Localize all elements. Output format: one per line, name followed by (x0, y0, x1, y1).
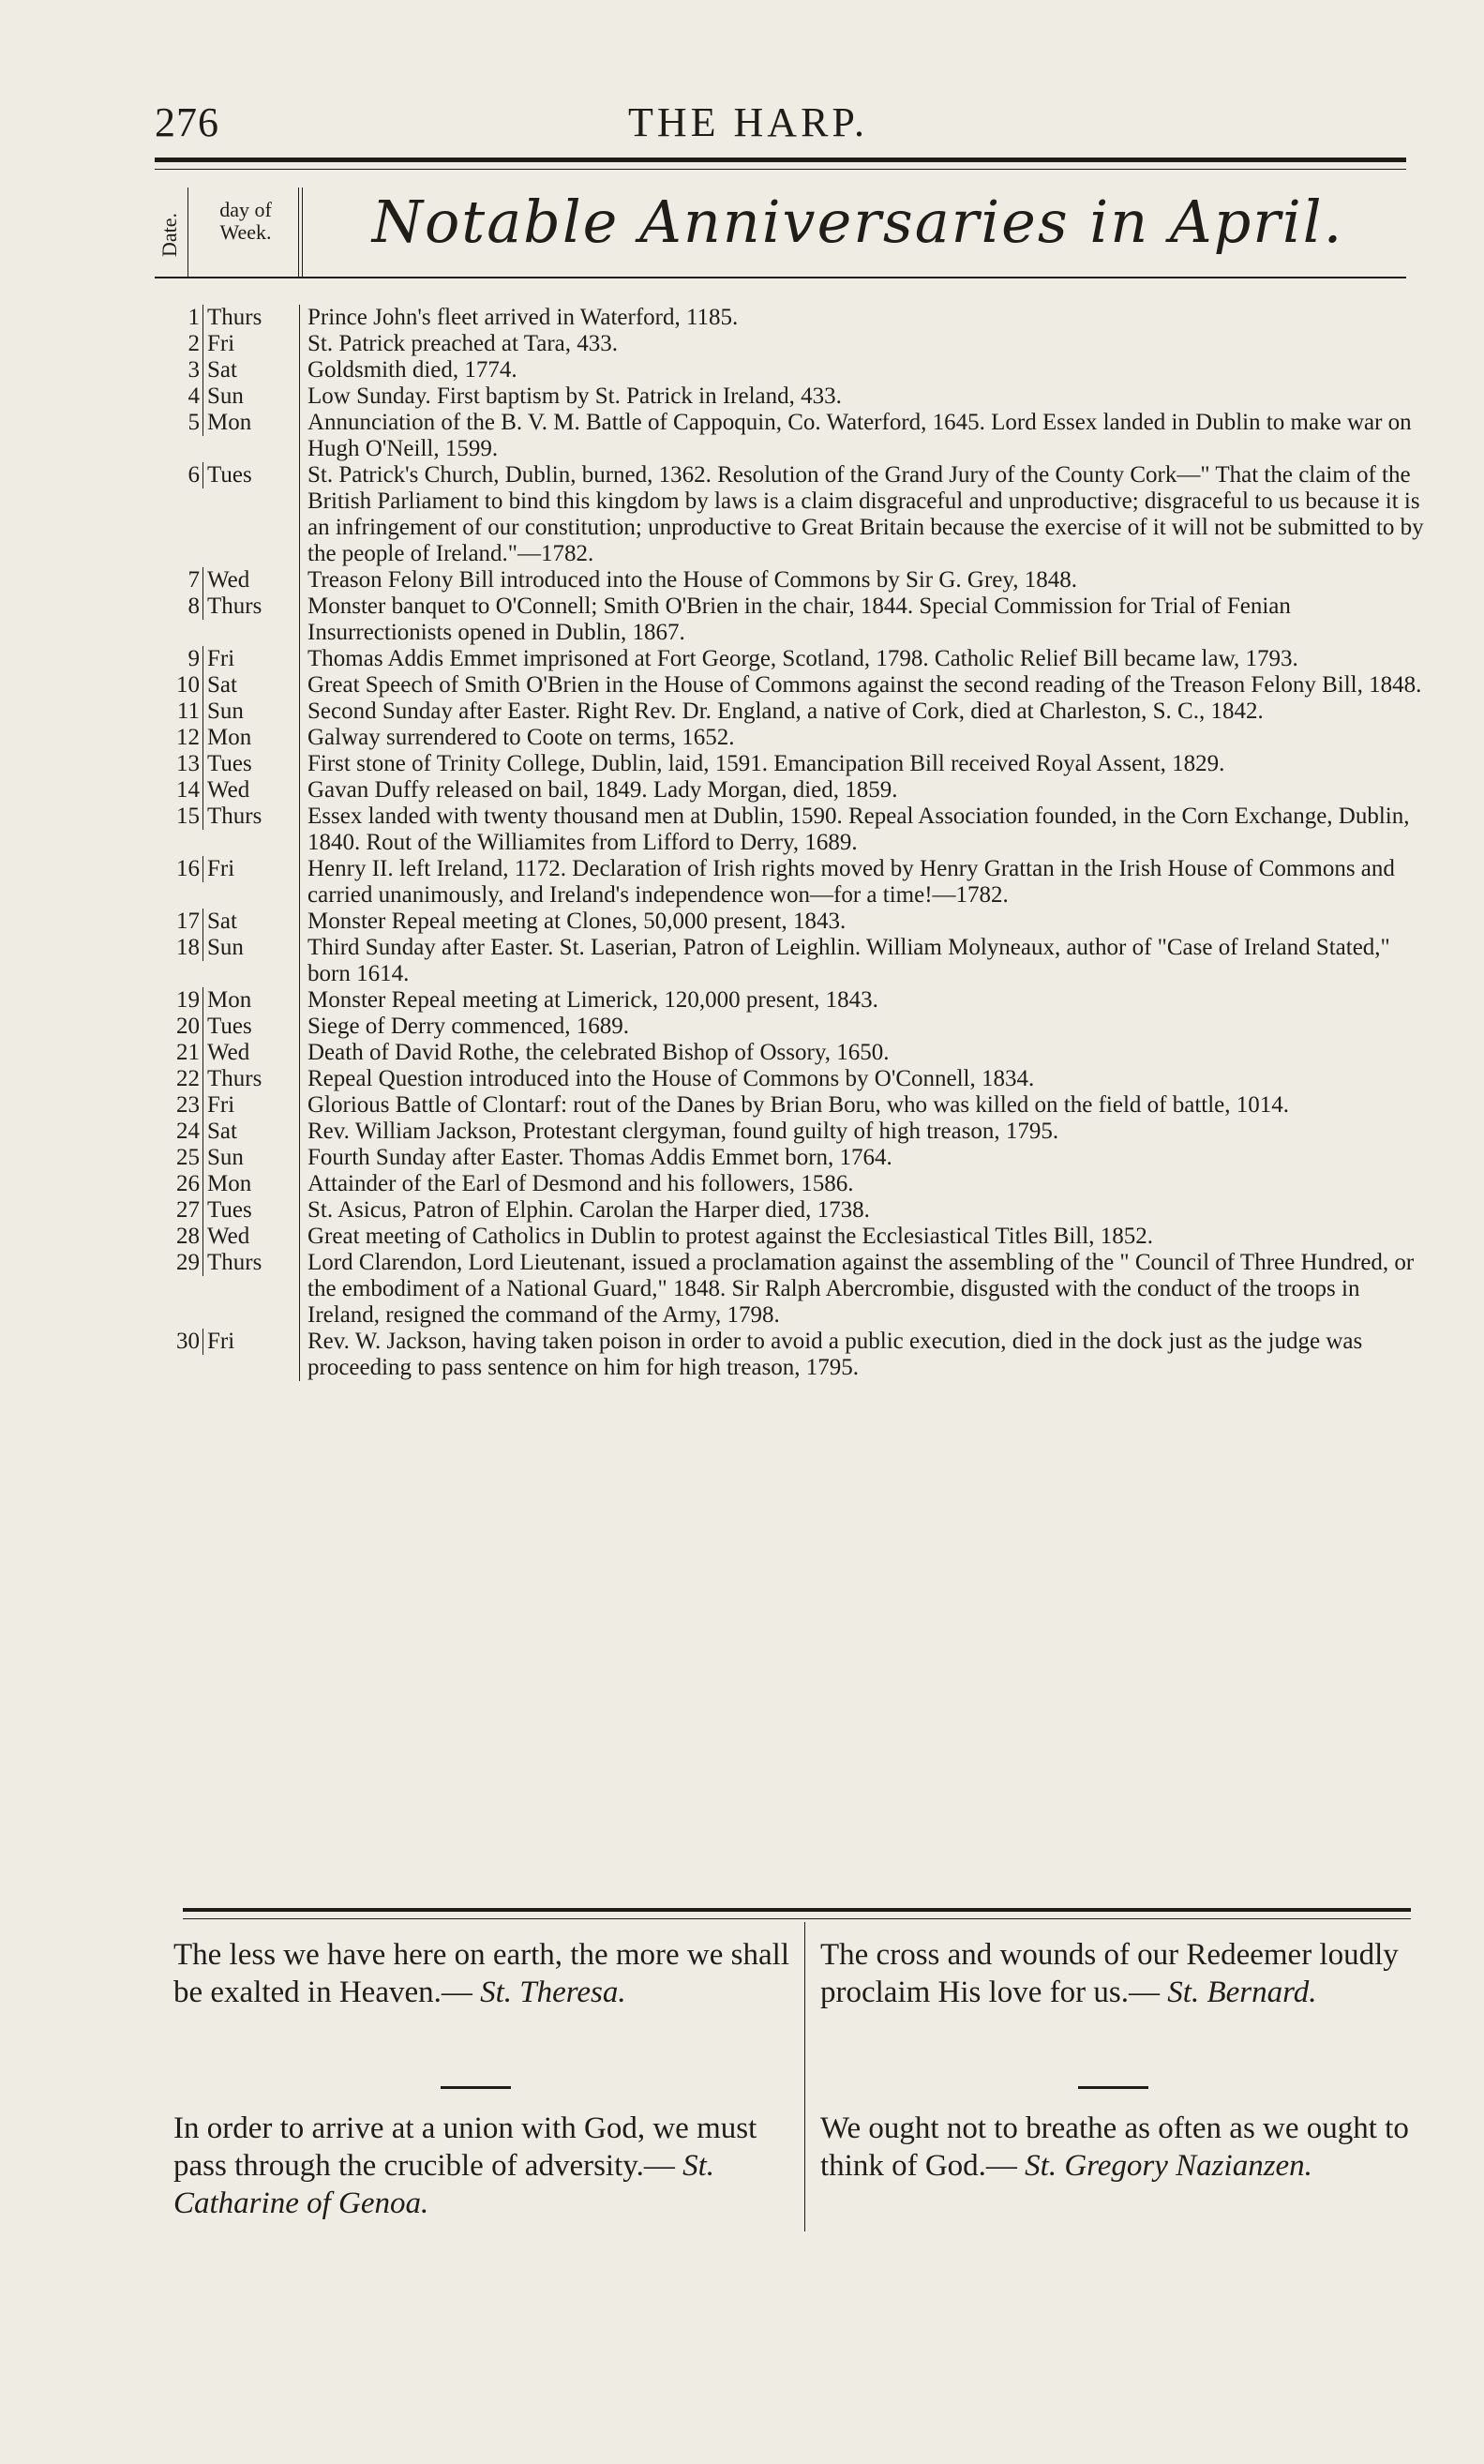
anniversary-entry (155, 1040, 1430, 1066)
entry-text: Galway surrendered to Coote on terms, 1652. (299, 725, 1430, 751)
entry-date: 22 (176, 1066, 200, 1091)
anniversary-entry (155, 1329, 1430, 1381)
quote-text: The cross and wounds of our Redeemer loudly proclaim His love for us.— (820, 1938, 1399, 2009)
quote-text: In order to arrive at a union with God, we must pass through the crucible of adversity.— (173, 2111, 757, 2183)
entry-text: Repeal Question introduced into the House of Commons by O'Connell, 1834. (299, 1066, 1430, 1092)
table-header-rule (155, 277, 1406, 278)
entry-date: 1 (187, 305, 200, 330)
day-of-week-column-header: day of Week. (219, 198, 272, 244)
header-rule-thin (155, 169, 1406, 170)
entry-text: St. Patrick preached at Tara, 433. (299, 331, 1430, 357)
entry-date: 5 (187, 410, 200, 435)
anniversary-entry (155, 856, 1430, 909)
entry-text: Gavan Duffy released on bail, 1849. Lady Morgan, died, 1859. (299, 777, 1430, 804)
entry-date: 15 (176, 804, 200, 829)
entry-date: 9 (187, 646, 200, 671)
column-divider (298, 188, 299, 277)
entry-weekday: Sun (202, 935, 299, 961)
footer-rule-thin (183, 1918, 1411, 1919)
anniversary-entry (155, 383, 1430, 410)
quote-source: St. Theresa. (480, 1976, 626, 2009)
entry-date: 10 (176, 672, 200, 698)
quote-block (820, 1936, 1444, 2011)
entry-text: Monster Repeal meeting at Clones, 50,000 present, 1843. (299, 909, 1430, 935)
entry-text: Death of David Rothe, the celebrated Bishop of Ossory, 1650. (299, 1040, 1430, 1066)
entry-weekday: Sun (202, 1145, 299, 1171)
entry-weekday: Mon (202, 987, 299, 1014)
entry-weekday: Fri (202, 331, 299, 357)
entry-date: 11 (176, 699, 200, 724)
entry-text: Rev. W. Jackson, having taken poison in order to avoid a public execution, died in the dock just as the judge was proceeding to pass sentence on him for high treason, 1795. (299, 1329, 1430, 1381)
entry-weekday: Sat (202, 909, 299, 935)
quote-block (173, 1936, 792, 2011)
anniversary-entry (155, 567, 1430, 593)
entry-text: Monster banquet to O'Connell; Smith O'Brien in the chair, 1844. Special Commission for Trial of Fenian Insurrectionists opened in Dublin, 1867. (299, 593, 1430, 646)
entry-text: Second Sunday after Easter. Right Rev. Dr. England, a native of Cork, died at Charleston, S. C., 1842. (299, 699, 1430, 725)
entry-date: 4 (187, 383, 200, 409)
anniversary-entry (155, 462, 1430, 567)
anniversary-entry (155, 305, 1430, 331)
entry-text: St. Asicus, Patron of Elphin. Carolan the Harper died, 1738. (299, 1197, 1430, 1224)
quote-separator (1078, 2086, 1148, 2089)
entry-weekday: Fri (202, 856, 299, 882)
entry-text: Henry II. left Ireland, 1172. Declaration of Irish rights moved by Henry Grattan in the Irish House of Commons and carried unanimously, and Ireland's independence won—for a time!—1782. (299, 856, 1430, 909)
anniversary-entry (155, 357, 1430, 383)
entry-text: Lord Clarendon, Lord Lieutenant, issued a proclamation against the assembling of the " Council of Three Hundred, or the embodiment of a National Guard," 1848. Sir Ralph Abercrombie, disgusted with the conduct of the troops in Ireland, resigned the command of the Army, 1798. (299, 1250, 1430, 1329)
entry-date: 12 (176, 725, 200, 750)
entry-text: Glorious Battle of Clontarf: rout of the Danes by Brian Boru, who was killed on the field of battle, 1014. (299, 1092, 1430, 1119)
header-rule-thick (155, 158, 1406, 162)
anniversary-entry (155, 1145, 1430, 1171)
entry-date: 29 (176, 1250, 200, 1275)
entry-text: Monster Repeal meeting at Limerick, 120,000 present, 1843. (299, 987, 1430, 1014)
anniversary-entry (155, 777, 1430, 804)
entry-date: 18 (176, 935, 200, 960)
entry-weekday: Sat (202, 672, 299, 699)
entry-weekday: Tues (202, 751, 299, 777)
entry-weekday: Thurs (202, 305, 299, 331)
entry-weekday: Thurs (202, 593, 299, 620)
quote-block (173, 2110, 792, 2222)
quote-source: St. Bernard. (1167, 1976, 1317, 2009)
entry-date: 16 (176, 856, 200, 881)
entry-text: Low Sunday. First baptism by St. Patrick in Ireland, 433. (299, 383, 1430, 410)
entry-weekday: Thurs (202, 1066, 299, 1092)
entry-text: Great Speech of Smith O'Brien in the House of Commons against the second reading of the Treason Felony Bill, 1848. (299, 672, 1430, 699)
footer-rule-thick (183, 1908, 1411, 1912)
column-divider (302, 188, 303, 277)
entry-date: 7 (187, 567, 200, 593)
anniversary-entry (155, 935, 1430, 987)
entry-weekday: Sun (202, 383, 299, 410)
entry-text: Great meeting of Catholics in Dublin to protest against the Ecclesiastical Titles Bill, 1852. (299, 1224, 1430, 1250)
entry-weekday: Wed (202, 777, 299, 804)
entry-weekday: Sat (202, 1119, 299, 1145)
entry-date: 24 (176, 1119, 200, 1144)
entry-date: 30 (176, 1329, 200, 1354)
entry-date: 20 (176, 1014, 200, 1039)
entry-date: 28 (176, 1224, 200, 1249)
entry-weekday: Thurs (202, 1250, 299, 1276)
entry-date: 14 (176, 777, 200, 803)
section-title: Notable Anniversaries in April. (371, 188, 1344, 256)
quote-source: St. Catharine of Genoa. (173, 2149, 715, 2220)
entry-text: Prince John's fleet arrived in Waterford, 1185. (299, 305, 1430, 331)
anniversary-entry (155, 1171, 1430, 1197)
anniversary-entry (155, 1119, 1430, 1145)
quote-column-divider (804, 1922, 805, 2231)
anniversary-entry (155, 410, 1430, 462)
entry-text: Treason Felony Bill introduced into the House of Commons by Sir G. Grey, 1848. (299, 567, 1430, 593)
entry-date: 21 (176, 1040, 200, 1065)
entry-text: Third Sunday after Easter. St. Laserian, Patron of Leighlin. William Molyneaux, author of "Case of Ireland Stated," born 1614. (299, 935, 1430, 987)
entry-date: 13 (176, 751, 200, 776)
entry-weekday: Sat (202, 357, 299, 383)
entry-date: 23 (176, 1092, 200, 1118)
quote-source: St. Gregory Nazianzen. (1025, 2149, 1312, 2183)
entry-text: Thomas Addis Emmet imprisoned at Fort George, Scotland, 1798. Catholic Relief Bill became law, 1793. (299, 646, 1430, 672)
entry-date: 8 (187, 593, 200, 619)
entry-weekday: Wed (202, 1224, 299, 1250)
anniversary-entry (155, 1092, 1430, 1119)
anniversary-entry (155, 1250, 1430, 1329)
entry-text: Rev. William Jackson, Protestant clergyman, found guilty of high treason, 1795. (299, 1119, 1430, 1145)
entry-date: 3 (187, 357, 200, 383)
entry-date: 2 (187, 331, 200, 356)
quote-text: We ought not to breathe as often as we ought to think of God.— (820, 2111, 1409, 2183)
entry-text: Fourth Sunday after Easter. Thomas Addis Emmet born, 1764. (299, 1145, 1430, 1171)
entry-weekday: Tues (202, 1014, 299, 1040)
entry-weekday: Tues (202, 462, 299, 488)
column-divider (187, 188, 188, 277)
entry-weekday: Mon (202, 725, 299, 751)
entry-text: Annunciation of the B. V. M. Battle of Cappoquin, Co. Waterford, 1645. Lord Essex landed in Dublin to make war on Hugh O'Neill, 1599. (299, 410, 1430, 462)
anniversary-list (155, 305, 1430, 1381)
anniversary-entry (155, 725, 1430, 751)
entry-weekday: Mon (202, 1171, 299, 1197)
entry-text: Essex landed with twenty thousand men at Dublin, 1590. Repeal Association founded, in the Corn Exchange, Dublin, 1840. Rout of the Williamites from Lifford to Derry, 1689. (299, 804, 1430, 856)
anniversary-entry (155, 672, 1430, 699)
anniversary-entry (155, 751, 1430, 777)
entry-text: First stone of Trinity College, Dublin, laid, 1591. Emancipation Bill received Royal Assent, 1829. (299, 751, 1430, 777)
quote-block (820, 2110, 1444, 2185)
anniversary-entry (155, 331, 1430, 357)
entry-weekday: Fri (202, 646, 299, 672)
entry-text: Siege of Derry commenced, 1689. (299, 1014, 1430, 1040)
anniversary-entry (155, 909, 1430, 935)
entry-weekday: Thurs (202, 804, 299, 830)
entry-weekday: Fri (202, 1092, 299, 1119)
entry-text: Attainder of the Earl of Desmond and his followers, 1586. (299, 1171, 1430, 1197)
entry-weekday: Wed (202, 567, 299, 593)
anniversary-entry (155, 593, 1430, 646)
entry-date: 27 (176, 1197, 200, 1223)
date-column-header: Date. (157, 212, 181, 257)
entry-date: 19 (176, 987, 200, 1013)
anniversary-entry (155, 1066, 1430, 1092)
anniversary-entry (155, 1224, 1430, 1250)
anniversary-entry (155, 699, 1430, 725)
anniversary-entry (155, 804, 1430, 856)
entry-weekday: Wed (202, 1040, 299, 1066)
entry-date: 6 (187, 462, 200, 488)
quote-separator (441, 2086, 511, 2089)
anniversary-entry (155, 1014, 1430, 1040)
entry-weekday: Mon (202, 410, 299, 436)
entry-weekday: Tues (202, 1197, 299, 1224)
anniversary-entry (155, 646, 1430, 672)
entry-text: Goldsmith died, 1774. (299, 357, 1430, 383)
page-number: 276 (155, 99, 219, 145)
entry-weekday: Fri (202, 1329, 299, 1355)
running-title: THE HARP. (628, 99, 869, 145)
entry-date: 26 (176, 1171, 200, 1196)
anniversary-entry (155, 987, 1430, 1014)
entry-weekday: Sun (202, 699, 299, 725)
entry-text: St. Patrick's Church, Dublin, burned, 1362. Resolution of the Grand Jury of the County Cork—" That the claim of the British Parliament to bind this kingdom by laws is a claim disgraceful and unproductive; disgraceful to us because it is an infringement of our constitution; unproductive to Great Britain because the exercise of it will not be submitted to by the people of Ireland."—1782. (299, 462, 1430, 567)
anniversary-entry (155, 1197, 1430, 1224)
entry-date: 25 (176, 1145, 200, 1170)
entry-date: 17 (176, 909, 200, 934)
quote-text: The less we have here on earth, the more we shall be exalted in Heaven.— (173, 1938, 789, 2009)
